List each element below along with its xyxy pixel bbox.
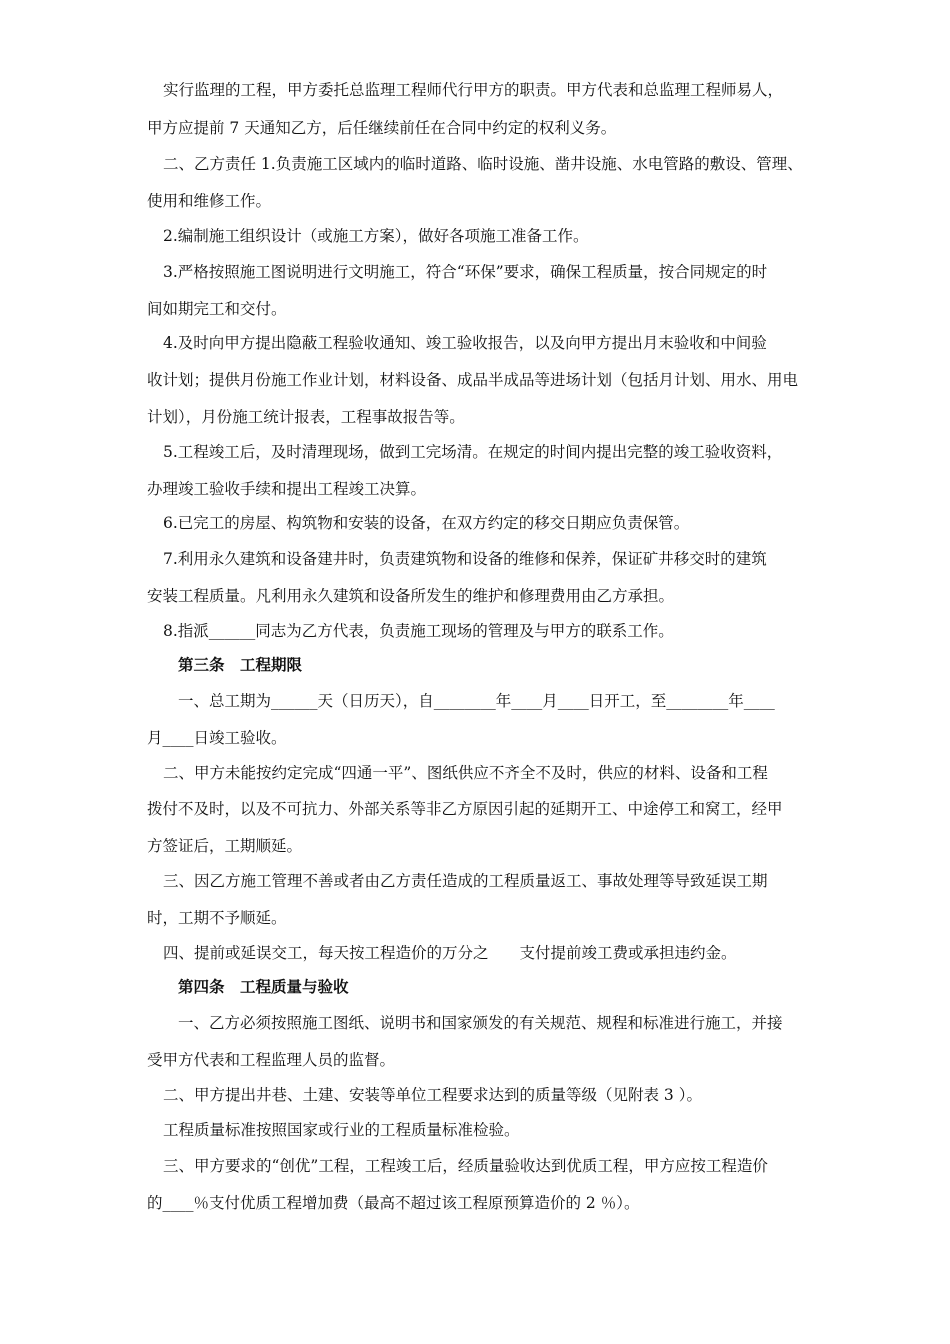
text-line: 工程质量标准按照国家或行业的工程质量标准检验。 — [163, 1121, 520, 1139]
text-line: 月____日竣工验收。 — [147, 729, 287, 747]
text-line: 间如期完工和交付。 — [147, 300, 287, 318]
text-line: 收计划；提供月份施工作业计划，材料设备、成品半成品等进场计划（包括月计划、用水、用电 — [147, 371, 799, 389]
text-line: 时，工期不予顺延。 — [147, 909, 287, 927]
text-line: 2.编制施工组织设计（或施工方案），做好各项施工准备工作。 — [163, 227, 589, 245]
text-line: 8.指派______同志为乙方代表，负责施工现场的管理及与甲方的联系工作。 — [163, 622, 674, 640]
text-line: 办理竣工验收手续和提出工程竣工决算。 — [147, 480, 427, 498]
text-line: 4.及时向甲方提出隐蔽工程验收通知、竣工验收报告，以及向甲方提出月末验收和中间验 — [163, 334, 767, 352]
text-line: 的____％支付优质工程增加费（最高不超过该工程原预算造价的 2 ％）。 — [147, 1194, 640, 1212]
text-line: 二、甲方提出井巷、土建、安装等单位工程要求达到的质量等级（见附表 3 ）。 — [163, 1086, 702, 1104]
text-line: 一、总工期为______天（日历天），自________年____月____日开工，至________年____ — [178, 692, 775, 710]
text-line: 6.已完工的房屋、构筑物和安装的设备，在双方约定的移交日期应负责保管。 — [163, 514, 690, 532]
text-line: 5.工程竣工后，及时清理现场，做到工完场清。在规定的时间内提出完整的竣工验收资料， — [163, 443, 783, 461]
text-line: 拨付不及时，以及不可抗力、外部关系等非乙方原因引起的延期开工、中途停工和窝工，经甲 — [147, 800, 783, 818]
text-line: 四、提前或延误交工，每天按工程造价的万分之 支付提前竣工费或承担违约金。 — [163, 944, 737, 962]
text-line: 计划），月份施工统计报表，工程事故报告等。 — [147, 408, 465, 426]
text-line: 方签证后，工期顺延。 — [147, 837, 303, 855]
text-line: 受甲方代表和工程监理人员的监督。 — [147, 1051, 396, 1069]
section-heading-article-3: 第三条 工程期限 — [178, 655, 303, 674]
text-line: 实行监理的工程，甲方委托总监理工程师代行甲方的职责。甲方代表和总监理工程师易人， — [163, 81, 784, 99]
section-heading-article-4: 第四条 工程质量与验收 — [178, 977, 349, 996]
text-line: 一、乙方必须按照施工图纸、说明书和国家颁发的有关规范、规程和标准进行施工，并接 — [178, 1014, 783, 1032]
text-line: 安装工程质量。凡利用永久建筑和设备所发生的维护和修理费用由乙方承担。 — [147, 587, 675, 605]
text-line: 三、因乙方施工管理不善或者由乙方责任造成的工程质量返工、事故处理等导致延误工期 — [163, 872, 768, 890]
text-line: 二、甲方未能按约定完成“四通一平”、图纸供应不齐全不及时，供应的材料、设备和工程 — [163, 764, 768, 782]
text-line: 3.严格按照施工图说明进行文明施工，符合“环保”要求，确保工程质量，按合同规定的时 — [163, 263, 768, 281]
text-line: 7.利用永久建筑和设备建井时，负责建筑物和设备的维修和保养，保证矿井移交时的建筑 — [163, 550, 767, 568]
text-line: 使用和维修工作。 — [147, 192, 272, 210]
text-line: 二、乙方责任 1.负责施工区域内的临时道路、临时设施、凿井设施、水电管路的敷设、管理、 — [163, 155, 803, 173]
text-line: 甲方应提前 7 天通知乙方，后任继续前任在合同中约定的权利义务。 — [147, 119, 617, 137]
text-line: 三、甲方要求的“创优”工程，工程竣工后，经质量验收达到优质工程，甲方应按工程造价 — [163, 1157, 768, 1175]
